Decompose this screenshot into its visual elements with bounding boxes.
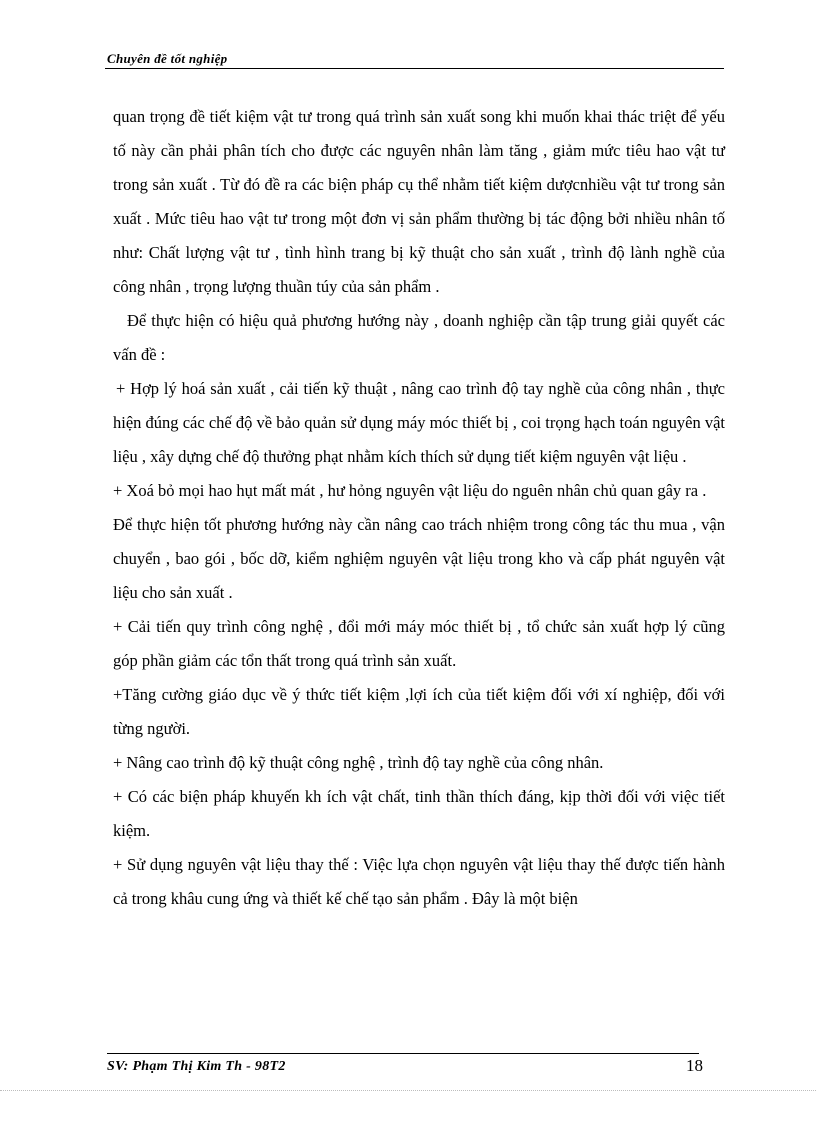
footer-rule xyxy=(107,1053,699,1054)
paragraph-4: + Xoá bỏ mọi hao hụt mất mát , hư hỏng nguyên vật liệu do nguên nhân chủ quan gây ra . xyxy=(113,481,707,500)
page-edge-divider xyxy=(0,1090,816,1091)
paragraph-2: Để thực hiện có hiệu quả phương hướng này , doanh nghiệp cần tập trung giải quyết các vấn đề : xyxy=(113,311,725,364)
paragraph-8: + Nâng cao trình độ kỹ thuật công nghệ , trình độ tay nghề của công nhân. xyxy=(113,753,604,772)
paragraph-10: + Sử dụng nguyên vật liệu thay thế : Việc lựa chọn nguyên vật liệu thay thế được tiến hành cả trong khâu cung ứng và thiết kế chế tạo sản phẩm . Đây là một biện xyxy=(113,855,725,908)
page-number: 18 xyxy=(686,1056,703,1075)
paragraph-5: Để thực hiện tốt phương hướng này cần nâng cao trách nhiệm trong công tác thu mua , vận chuyển , bao gói , bốc dỡ, kiểm nghiệm nguyên vật liệu trong kho và cấp phát nguyên vật liệu cho sản xuất . xyxy=(113,515,725,602)
header-title: Chuyên đề tốt nghiệp xyxy=(107,51,228,66)
paragraph-6: + Cải tiến quy trình công nghệ , đổi mới máy móc thiết bị , tổ chức sản xuất hợp lý cũng góp phần giảm các tổn thất trong quá trình sản xuất. xyxy=(113,617,725,670)
paragraph-1: quan trọng đề tiết kiệm vật tư trong quá trình sản xuất song khi muốn khai thác triệt để yếu tố này cần phải phân tích cho được các nguyên nhân làm tăng , giảm mức tiêu hao vật tư trong sản xuất . Từ đó đề ra các biện pháp cụ thể nhằm tiết kiệm dượcnhiều vật tư trong sản xuất . Mức tiêu hao vật tư trong một đơn vị sản phẩm thường bị tác động bởi nhiều nhân tố như: Chất lượng vật tư , tình hình trang bị kỹ thuật cho sản xuất , trình độ lành nghề của công nhân , trọng lượng thuần túy của sản phẩm . xyxy=(113,107,725,296)
header-rule xyxy=(105,68,724,69)
paragraph-3: + Hợp lý hoá sản xuất , cải tiến kỹ thuật , nâng cao trình độ tay nghề của công nhân , thực hiện đúng các chế độ về bảo quản sử dụng máy móc thiết bị , coi trọng hạch toán nguyên vật liệu , xây dựng chế độ thưởng phạt nhằm kích thích sử dụng tiết kiệm nguyên vật liệu . xyxy=(113,379,725,466)
paragraph-9: + Có các biện pháp khuyến kh ích vật chất, tinh thần thích đáng, kịp thời đối với việc tiết kiệm. xyxy=(113,787,725,840)
paragraph-7: +Tăng cường giáo dục về ý thức tiết kiệm ,lợi ích của tiết kiệm đối với xí nghiệp, đối với từng người. xyxy=(113,685,725,738)
footer-author: SV: Phạm Thị Kim Th - 98T2 xyxy=(107,1059,286,1074)
body-text xyxy=(113,100,725,916)
